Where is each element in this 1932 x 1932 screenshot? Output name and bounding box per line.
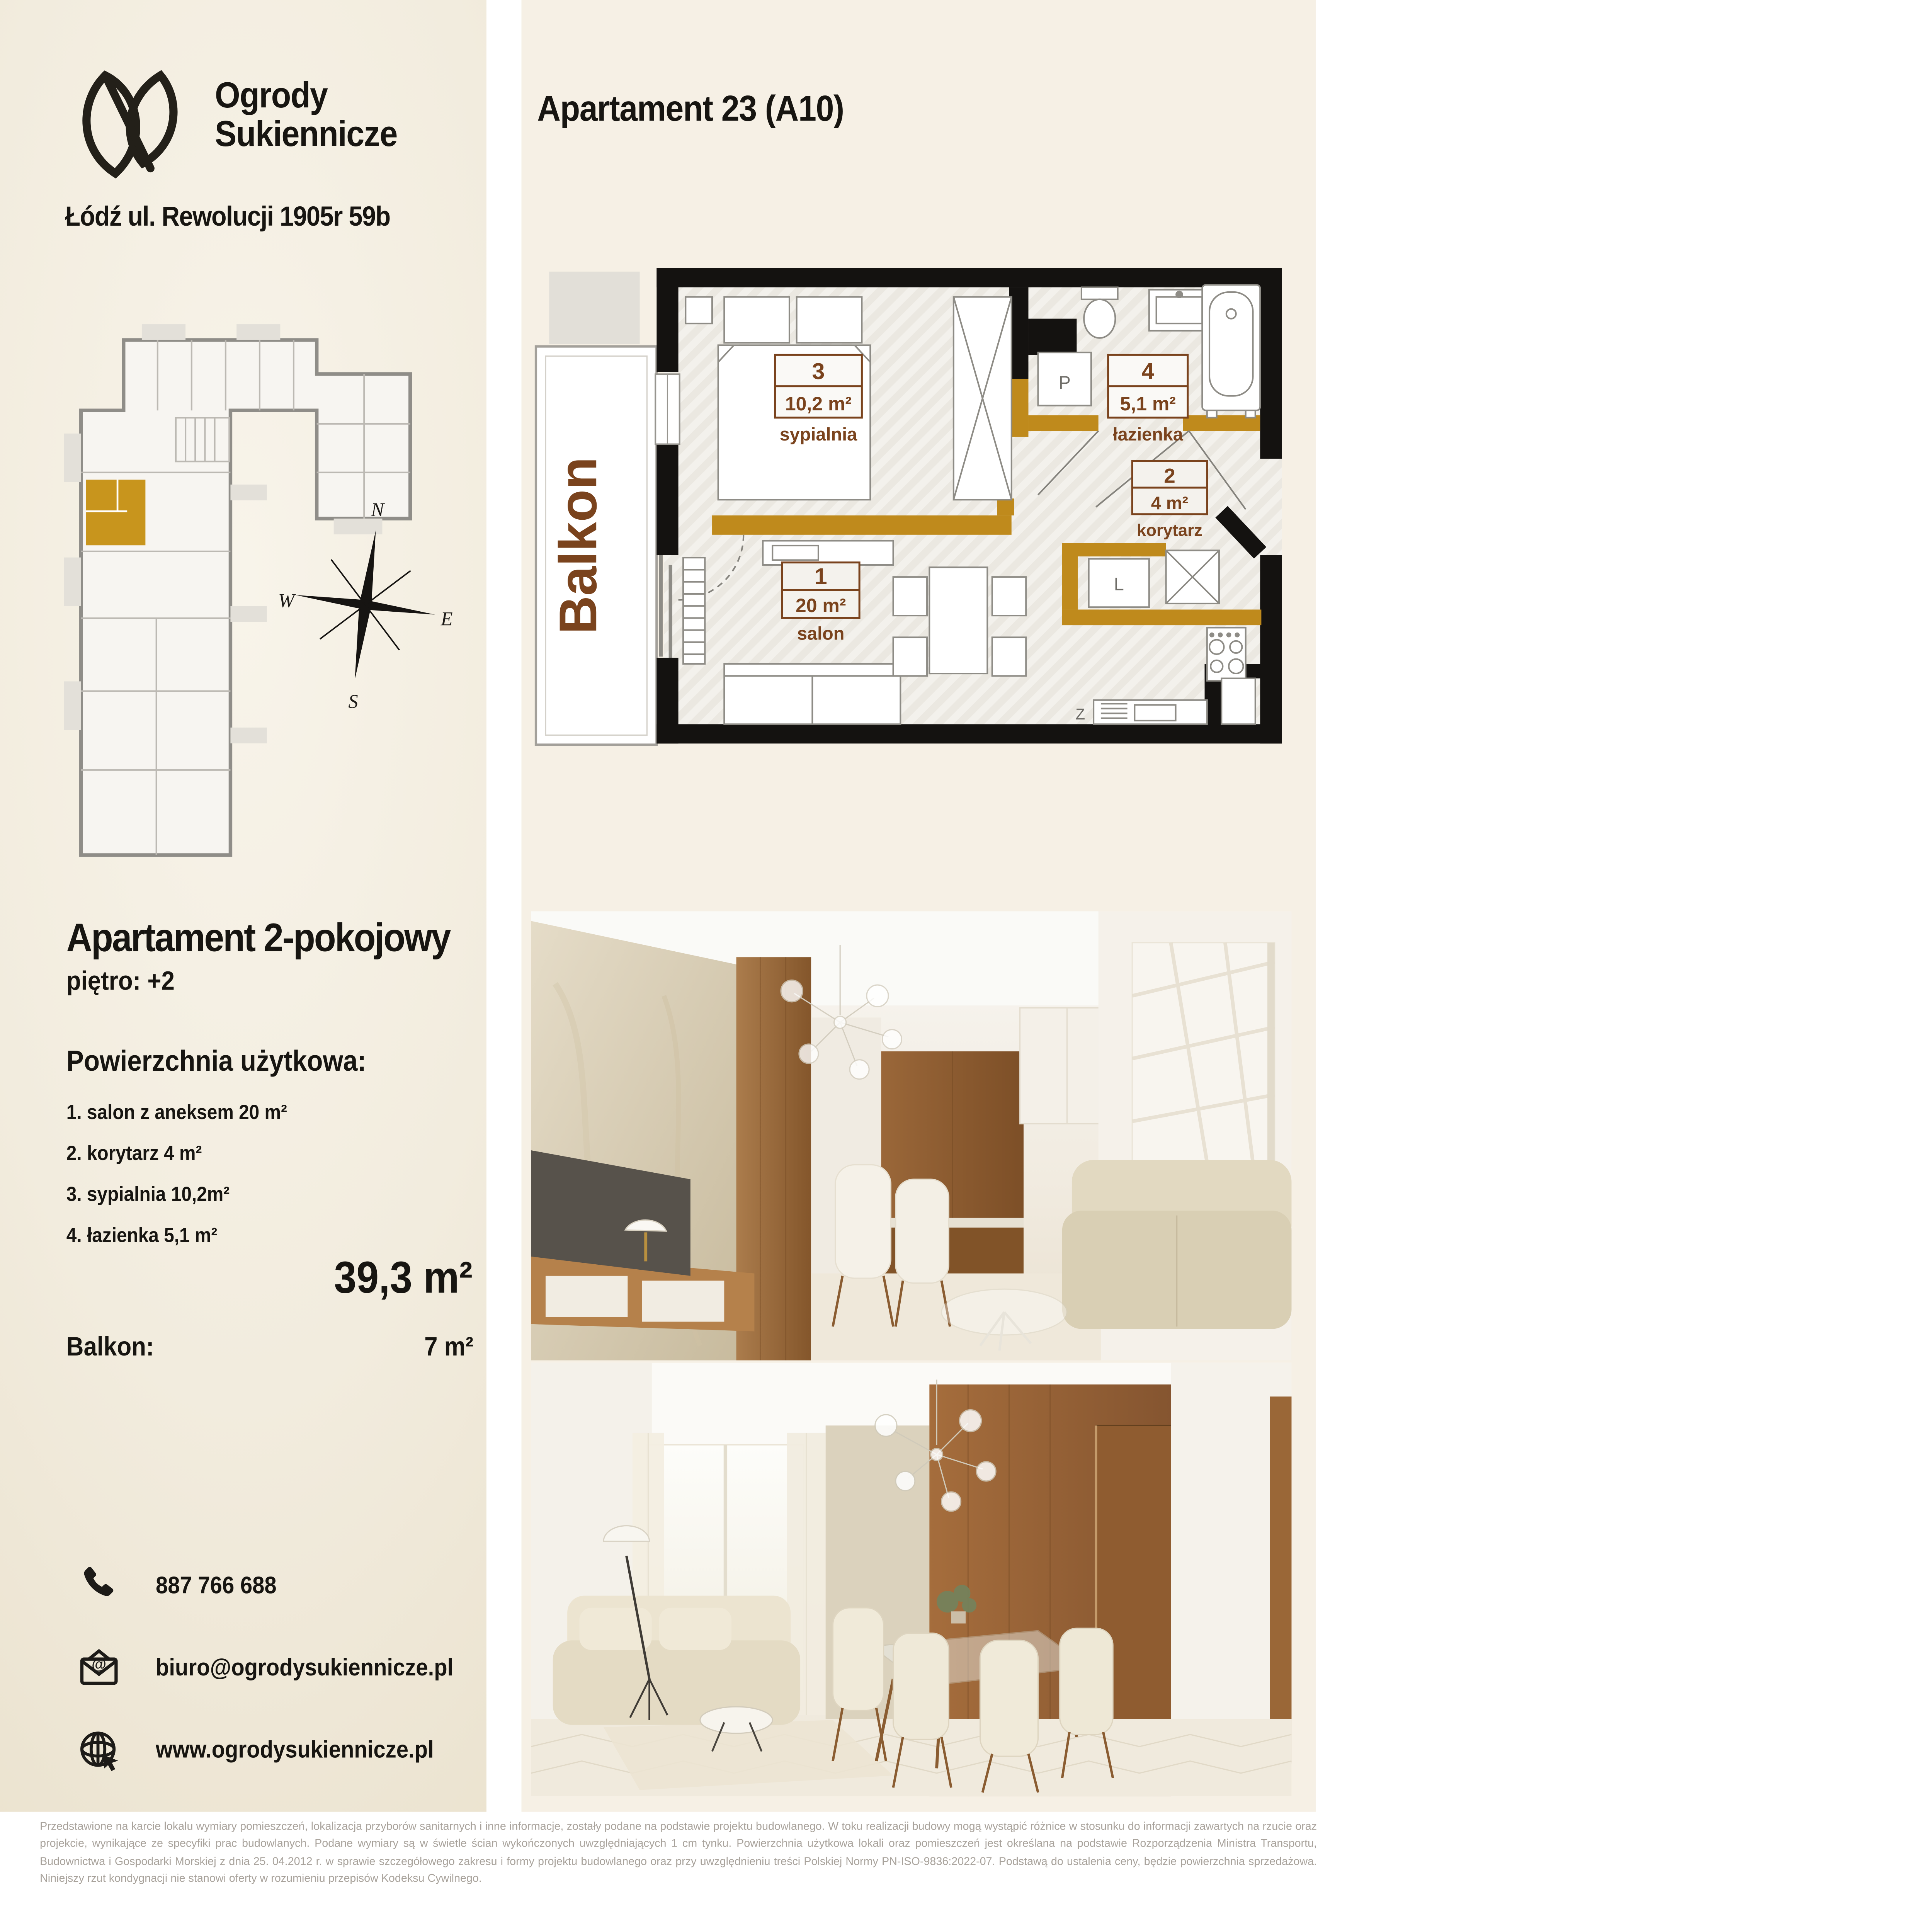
svg-text:1: 1: [814, 563, 827, 589]
balcony-label: Balkon:: [66, 1331, 154, 1362]
brand-name-line1: Ogrody: [215, 76, 328, 116]
photo1-sofa: [1062, 1160, 1292, 1329]
fridge-label: L: [1114, 574, 1124, 594]
sidebar: [0, 0, 486, 1812]
balcony-plan-label: Balkon: [549, 457, 608, 634]
apartment-floor-plan: [531, 265, 1291, 760]
brand-name: [215, 77, 418, 155]
fridge: [1221, 679, 1255, 724]
area-list-item: 2. korytarz 4 m²: [66, 1142, 202, 1165]
room-label-lazienka: [1108, 355, 1188, 444]
svg-text:@: @: [92, 1656, 107, 1673]
page-title: Apartament 23 (A10): [537, 89, 844, 129]
interior-photo-dining-area: [531, 1363, 1291, 1796]
total-area-value: 39,3 m²: [335, 1253, 473, 1303]
svg-text:10,2 m²: 10,2 m²: [785, 393, 852, 415]
balcony-area-value: 7 m²: [424, 1331, 473, 1362]
bedroom-window: [655, 374, 679, 444]
compass-west: W: [278, 590, 295, 612]
neighbor-balcony-slab: [549, 272, 639, 344]
email-contact-row[interactable]: [75, 1644, 486, 1692]
photo1-3d-art-panel: [1132, 943, 1275, 1163]
room-label-sypialnia: [775, 355, 862, 444]
svg-text:łazienka: łazienka: [1112, 424, 1183, 445]
interior-photo-living-room: [531, 911, 1291, 1360]
website-url: www.ogrodysukiennicze.pl: [155, 1736, 434, 1763]
floor-label: piętro: +2: [66, 966, 175, 996]
toilet-bowl: [1084, 299, 1115, 338]
balcony: [536, 347, 656, 745]
radiator: [683, 558, 705, 664]
svg-text:2: 2: [1164, 464, 1175, 488]
building-floor-overview-plan: [54, 302, 453, 874]
brand-logo-leaf-icon: [68, 58, 193, 188]
balcony-area-row: [66, 1332, 473, 1363]
svg-text:4 m²: 4 m²: [1151, 493, 1189, 514]
svg-text:salon: salon: [797, 623, 845, 644]
area-list-item: 4. łazienka 5,1 m²: [66, 1224, 218, 1247]
room-label-korytarz: [1132, 461, 1207, 540]
compass-north: N: [371, 498, 384, 520]
room-areas-list: [66, 1092, 312, 1257]
compass-east: E: [440, 608, 453, 630]
area-list-item: 3. sypialnia 10,2m²: [66, 1183, 230, 1206]
email-icon: [75, 1644, 123, 1692]
svg-text:20 m²: 20 m²: [795, 594, 846, 616]
photo2-sofa: [553, 1596, 800, 1725]
photo2-right-wood-sliver: [1270, 1396, 1291, 1764]
email-address: biuro@ogrodysukiennicze.pl: [155, 1654, 454, 1681]
svg-text:korytarz: korytarz: [1136, 520, 1203, 540]
washer-label: P: [1058, 372, 1071, 393]
usable-area-heading: Powierzchnia użytkowa:: [66, 1045, 366, 1078]
compass-south: S: [348, 690, 358, 713]
svg-text:5,1 m²: 5,1 m²: [1120, 393, 1176, 415]
dining-table: [929, 567, 987, 673]
globe-icon: [75, 1726, 123, 1774]
brand-name-line2: Sukiennicze: [215, 114, 398, 155]
website-contact-row[interactable]: [75, 1726, 465, 1774]
legal-disclaimer: Przedstawione na karcie lokalu wymiary pomieszczeń, lokalizacja przyborów sanitarnych i inne informacje, zostały podane na podstawie projektu budowlanego. W toku realizacji budowy mogą wystąpić różnice w stosunku do informacji zawartych na rzucie oraz projekcie, wynikające ze specyfiki prac budowlanych. Podane wymiary są w świetle ścian wykończonych uwzględniających 1 cm tynku. Powierzchnia użytkowa lokali oraz pomieszczeń jest określana na podstawie Rozporządzenia Ministra Transportu, Budownictwa i Gospodarki Morskiej z dnia 25. 04.2012 r. w sprawie szczegółowego zakresu i formy projektu budowlanego oraz przy uwzględnieniu treści Polskiej Normy PN-ISO-9836:2022-07. Podstawą do ustalenia ceny, będzie powierzchnia sprzedażowa. Niniejszy rzut kondygnacji nie stanowi oferty w rozumieniu przepisów Kodeksu Cywilnego.: [40, 1820, 1317, 1884]
svg-text:sypialnia: sypialnia: [779, 424, 857, 445]
highlighted-unit: [86, 480, 145, 545]
toilet-tank: [1082, 287, 1118, 299]
area-list-item: 1. salon z aneksem 20 m²: [66, 1100, 287, 1124]
kitchen-sink: [1134, 705, 1175, 721]
brand-address: Łódź ul. Rewolucji 1905r 59b: [65, 200, 390, 232]
svg-text:4: 4: [1141, 358, 1155, 384]
sink-label: Z: [1075, 705, 1085, 723]
svg-text:3: 3: [812, 358, 825, 384]
apartment-type-heading: Apartament 2-pokojowy: [66, 915, 450, 960]
phone-contact-row[interactable]: [75, 1562, 290, 1610]
phone-number: 887 766 688: [155, 1572, 277, 1599]
phone-icon: [75, 1562, 123, 1610]
